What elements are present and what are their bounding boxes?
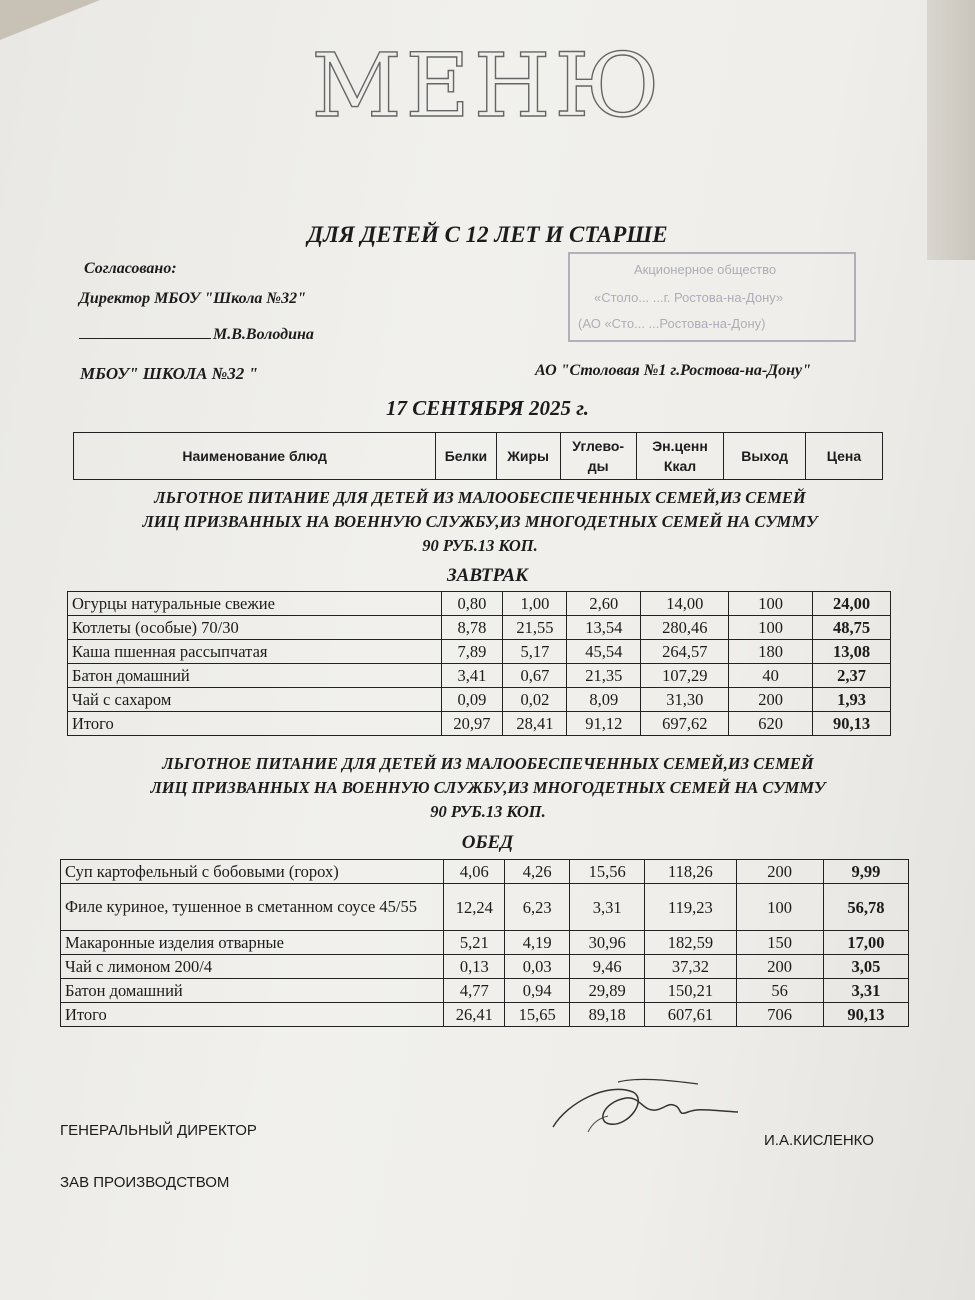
fat-value: 15,65 xyxy=(505,1003,570,1027)
fat-value: 1,00 xyxy=(503,592,567,616)
price-value: 90,13 xyxy=(823,1003,908,1027)
yield-value: 200 xyxy=(736,860,823,884)
yield-value: 100 xyxy=(729,592,813,616)
yield-value: 40 xyxy=(729,664,813,688)
lunch-title: ОБЕД xyxy=(461,832,514,853)
table-row xyxy=(68,592,891,616)
carbs-value: 15,56 xyxy=(570,860,645,884)
stamp-line-3: (АО «Сто... ...Ростова-на-Дону) xyxy=(578,316,766,331)
dish-name: Макаронные изделия отварные xyxy=(61,931,444,955)
protein-value: 20,97 xyxy=(441,712,503,736)
document-title: МЕНЮ xyxy=(311,34,664,137)
protein-value: 26,41 xyxy=(444,1003,505,1027)
yield-value: 706 xyxy=(736,1003,823,1027)
benefit-notice-breakfast xyxy=(60,486,900,558)
protein-value: 3,41 xyxy=(441,664,503,688)
price-value: 13,08 xyxy=(813,640,891,664)
energy-value: 118,26 xyxy=(645,860,736,884)
notice-line-2: ЛИЦ ПРИЗВАННЫХ НА ВОЕННУЮ СЛУЖБУ,ИЗ МНОГОДЕТНЫХ СЕМЕЙ НА СУММУ xyxy=(150,778,826,797)
fat-value: 4,19 xyxy=(505,931,570,955)
supplier-name: АО "Столовая №1 г.Ростова-на-Дону" xyxy=(535,362,811,379)
column-header-carbs xyxy=(560,433,636,480)
dish-name: Чай с лимоном 200/4 xyxy=(61,955,444,979)
column-header-carbs-2: ды xyxy=(587,458,609,474)
fat-value: 0,02 xyxy=(503,688,567,712)
notice-line-3: 90 РУБ.13 КОП. xyxy=(422,536,538,555)
column-header-energy-2: Ккал xyxy=(663,458,697,474)
table-row xyxy=(61,955,909,979)
protein-value: 7,89 xyxy=(441,640,503,664)
energy-value: 31,30 xyxy=(641,688,729,712)
dish-name: Чай с сахаром xyxy=(68,688,442,712)
column-header-protein: Белки xyxy=(436,433,496,480)
energy-value: 264,57 xyxy=(641,640,729,664)
fat-value: 5,17 xyxy=(503,640,567,664)
dish-name: Огурцы натуральные свежие xyxy=(68,592,442,616)
carbs-value: 3,31 xyxy=(570,884,645,931)
column-header-fat: Жиры xyxy=(496,433,560,480)
yield-value: 100 xyxy=(736,884,823,931)
production-head-label: ЗАВ ПРОИЗВОДСТВОМ xyxy=(60,1174,230,1191)
carbs-value: 13,54 xyxy=(567,616,641,640)
lunch-table xyxy=(60,859,909,1027)
lunch-rows xyxy=(61,860,909,1027)
column-header-energy xyxy=(636,433,724,480)
breakfast-table xyxy=(67,591,891,736)
protein-value: 0,13 xyxy=(444,955,505,979)
fat-value: 0,67 xyxy=(503,664,567,688)
notice-line-1: ЛЬГОТНОЕ ПИТАНИЕ ДЛЯ ДЕТЕЙ ИЗ МАЛООБЕСПЕЧЕННЫХ СЕМЕЙ,ИЗ СЕМЕЙ xyxy=(162,754,814,773)
price-value: 17,00 xyxy=(823,931,908,955)
carbs-value: 9,46 xyxy=(570,955,645,979)
carbs-value: 30,96 xyxy=(570,931,645,955)
dish-name: Батон домашний xyxy=(61,979,444,1003)
energy-value: 119,23 xyxy=(645,884,736,931)
energy-value: 150,21 xyxy=(645,979,736,1003)
approval-director: Директор МБОУ "Школа №32" xyxy=(79,290,306,307)
energy-value: 182,59 xyxy=(645,931,736,955)
signature-blank xyxy=(79,324,211,339)
yield-value: 56 xyxy=(736,979,823,1003)
dish-name: Филе куриное, тушенное в сметанном соусе 45/55 xyxy=(61,884,444,931)
breakfast-rows xyxy=(68,592,891,736)
table-row xyxy=(68,712,891,736)
energy-value: 37,32 xyxy=(645,955,736,979)
notice-line-1: ЛЬГОТНОЕ ПИТАНИЕ ДЛЯ ДЕТЕЙ ИЗ МАЛООБЕСПЕЧЕННЫХ СЕМЕЙ,ИЗ СЕМЕЙ xyxy=(154,488,806,507)
dish-name: Котлеты (особые) 70/30 xyxy=(68,616,442,640)
table-row xyxy=(61,860,909,884)
breakfast-title: ЗАВТРАК xyxy=(446,565,529,586)
table-row xyxy=(68,688,891,712)
approval-name: М.В.Володина xyxy=(213,326,314,343)
dish-name: Итого xyxy=(68,712,442,736)
stamp-line-1: Акционерное общество xyxy=(634,262,777,277)
table-row xyxy=(68,616,891,640)
protein-value: 0,80 xyxy=(441,592,503,616)
fat-value: 21,55 xyxy=(503,616,567,640)
fat-value: 0,03 xyxy=(505,955,570,979)
yield-value: 620 xyxy=(729,712,813,736)
price-value: 24,00 xyxy=(813,592,891,616)
table-row xyxy=(61,979,909,1003)
notice-line-2: ЛИЦ ПРИЗВАННЫХ НА ВОЕННУЮ СЛУЖБУ,ИЗ МНОГОДЕТНЫХ СЕМЕЙ НА СУММУ xyxy=(142,512,818,531)
table-row xyxy=(61,931,909,955)
carbs-value: 2,60 xyxy=(567,592,641,616)
fat-value: 0,94 xyxy=(505,979,570,1003)
price-value: 1,93 xyxy=(813,688,891,712)
price-value: 2,37 xyxy=(813,664,891,688)
energy-value: 697,62 xyxy=(641,712,729,736)
protein-value: 8,78 xyxy=(441,616,503,640)
benefit-notice-lunch xyxy=(68,752,908,824)
column-header-energy-1: Эн.ценн xyxy=(652,438,708,454)
approval-signature-line xyxy=(79,324,314,344)
table-row xyxy=(61,884,909,931)
energy-value: 14,00 xyxy=(641,592,729,616)
general-director-name: И.А.КИСЛЕНКО xyxy=(764,1132,874,1149)
energy-value: 107,29 xyxy=(641,664,729,688)
price-value: 3,05 xyxy=(823,955,908,979)
price-value: 48,75 xyxy=(813,616,891,640)
price-value: 90,13 xyxy=(813,712,891,736)
carbs-value: 45,54 xyxy=(567,640,641,664)
price-value: 3,31 xyxy=(823,979,908,1003)
column-header-carbs-1: Углево- xyxy=(572,438,625,454)
energy-value: 607,61 xyxy=(645,1003,736,1027)
carbs-value: 91,12 xyxy=(567,712,641,736)
column-header-yield: Выход xyxy=(724,433,806,480)
table-row xyxy=(68,640,891,664)
organization-stamp xyxy=(568,252,856,342)
column-header-price: Цена xyxy=(805,433,882,480)
yield-value: 200 xyxy=(736,955,823,979)
menu-date: 17 СЕНТЯБРЯ 2025 г. xyxy=(386,396,589,420)
protein-value: 12,24 xyxy=(444,884,505,931)
protein-value: 0,09 xyxy=(441,688,503,712)
carbs-value: 8,09 xyxy=(567,688,641,712)
yield-value: 200 xyxy=(729,688,813,712)
yield-value: 180 xyxy=(729,640,813,664)
document-subtitle: ДЛЯ ДЕТЕЙ С 12 ЛЕТ И СТАРШЕ xyxy=(307,222,668,247)
price-value: 56,78 xyxy=(823,884,908,931)
protein-value: 4,77 xyxy=(444,979,505,1003)
price-value: 9,99 xyxy=(823,860,908,884)
notice-line-3: 90 РУБ.13 КОП. xyxy=(430,802,546,821)
protein-value: 5,21 xyxy=(444,931,505,955)
carbs-value: 89,18 xyxy=(570,1003,645,1027)
approval-label: Согласовано: xyxy=(84,260,177,277)
dish-name: Каша пшенная рассыпчатая xyxy=(68,640,442,664)
dish-name: Итого xyxy=(61,1003,444,1027)
fat-value: 6,23 xyxy=(505,884,570,931)
carbs-value: 29,89 xyxy=(570,979,645,1003)
stamp-line-2: «Столо... ...г. Ростова-на-Дону» xyxy=(594,290,784,305)
column-header-table xyxy=(73,432,883,480)
school-name: МБОУ" ШКОЛА №32 " xyxy=(80,364,258,383)
general-director-label: ГЕНЕРАЛЬНЫЙ ДИРЕКТОР xyxy=(60,1122,257,1139)
signature-image xyxy=(548,1072,748,1142)
column-header-name: Наименование блюд xyxy=(74,433,436,480)
carbs-value: 21,35 xyxy=(567,664,641,688)
table-row xyxy=(68,664,891,688)
table-row xyxy=(61,1003,909,1027)
fat-value: 4,26 xyxy=(505,860,570,884)
fat-value: 28,41 xyxy=(503,712,567,736)
dish-name: Батон домашний xyxy=(68,664,442,688)
energy-value: 280,46 xyxy=(641,616,729,640)
yield-value: 150 xyxy=(736,931,823,955)
dish-name: Суп картофельный с бобовыми (горох) xyxy=(61,860,444,884)
protein-value: 4,06 xyxy=(444,860,505,884)
yield-value: 100 xyxy=(729,616,813,640)
